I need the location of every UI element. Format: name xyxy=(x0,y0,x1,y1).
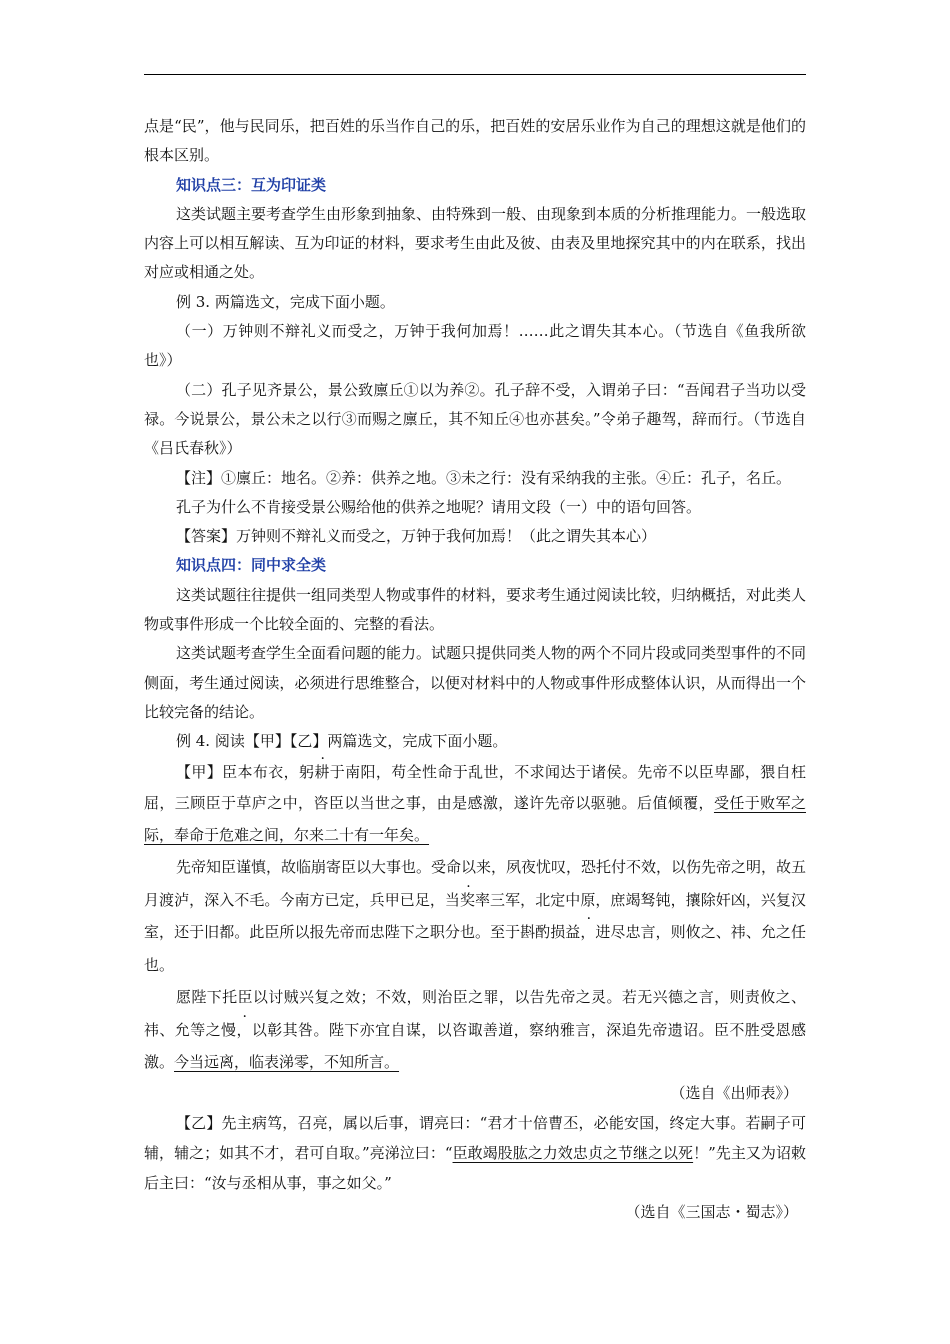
jia-p2-text-c: ，进尽忠言，则攸之、祎、允之任也。 xyxy=(144,923,806,974)
example-3-title: 例 3. 两篇选文，完成下面小题。 xyxy=(176,292,395,311)
emphasis-char: 慢 xyxy=(221,1020,237,1039)
example-3-note: 【注】①廪丘：地名。②养：供养之地。③未之行：没有采纳我的主张。④丘：孔子，名丘。 xyxy=(176,468,792,487)
jia-p1-text-a: 【甲】臣本布衣， xyxy=(176,762,299,781)
example-3-text-1: （一）万钟则不辩礼义而受之，万钟于我何加焉！……此之谓失其本心。（节选自《鱼我所欲也》） xyxy=(144,322,806,370)
jia-paragraph-1 xyxy=(144,757,806,852)
header-rule xyxy=(144,74,806,75)
emphasis-char: 躬 xyxy=(299,762,315,781)
kp3-description: 这类试题主要考查学生由形象到抽象、由特殊到一般、由现象到本质的分析推理能力。一般选取内容上可以相互解读、互为印证的材料，要求考生由此及彼、由表及里地探究其中的内在联系，找出对应或相通之处。 xyxy=(144,204,807,282)
emphasis-char: 当 xyxy=(444,890,460,909)
document-body xyxy=(144,112,806,1227)
example-3-question: 孔子为什么不肯接受景公赐给他的供养之地呢？请用文段（一）中的语句回答。 xyxy=(176,497,702,516)
jia-p2-text-a: 先帝知臣谨慎，故临崩寄臣以大事也。受命以来，夙夜忧叹，恐托付不效，以伤先帝之明，故五月渡泸，深入不毛。今南方已定，兵甲已足， xyxy=(144,858,807,909)
underlined-sentence: 今当远离，临表涕零，不知所言。 xyxy=(174,1053,400,1072)
jia-paragraph-3 xyxy=(144,981,806,1079)
kp4-description-1: 这类试题往往提供一组同类型人物或事件的材料，要求考生通过阅读比较，归纳概括，对此类人物或事件形成一个比较全面的、完整的看法。 xyxy=(144,585,807,634)
example-4-title: 例 4. 阅读【甲】【乙】两篇选文，完成下面小题。 xyxy=(176,732,508,751)
jia-p3-text-b: ，以彰其咎。陛下亦宜自谋，以咨诹善道，察纳雅言，深追先帝遗诏。臣不胜受恩感激。 xyxy=(144,1020,806,1072)
emphasis-char: 益 xyxy=(565,923,581,942)
jia-paragraph-2 xyxy=(144,851,806,981)
jia-source: （选自《出师表》） xyxy=(670,1083,798,1102)
example-3-text-2: （二）孔子见齐景公，景公致廪丘①以为养②。孔子辞不受，入谓弟子曰：“吾闻君子当功以受禄。今说景公，景公未之以行③而赐之廪丘，其不知丘④也亦甚矣。”令弟子趣驾，辞而行。（节选自《吕氏春秋》） xyxy=(144,380,806,458)
underlined-sentence: 臣敢竭股肱之力效忠贞之节继之以死 xyxy=(452,1143,694,1162)
underlined-sentence: 受任于败军之际，奉命于危难之间，尔来二十有一年矣。 xyxy=(144,794,806,844)
yi-paragraph xyxy=(144,1108,806,1198)
jia-p2-text-b: 奖率三军，北定中原，庶竭驽钝，攘除奸凶，兴复汉室，还于旧都。此臣所以报先帝而忠陛下之职分也。至于斟酌损 xyxy=(144,890,806,942)
example-3-answer: 【答案】万钟则不辩礼义而受之，万钟于我何加焉！（此之谓失其本心） xyxy=(176,527,657,546)
kp4-description-2: 这类试题考查学生全面看问题的能力。试题只提供同类人物的两个不同片段或同类型事件的不同侧面，考生通过阅读，必须进行思维整合，以便对材料中的人物或事件形成整体认识，从而得出一个比较完备的结论。 xyxy=(144,644,807,721)
jia-p1-text-b: 耕于南阳，苟全性命于乱世，不求闻达于诸侯。先帝不以臣卑鄙，猥自枉屈，三顾臣于草庐之中，咨臣以当世之事，由是感激，遂许先帝以驱驰。后值倾覆， xyxy=(144,762,806,813)
yi-source: （选自《三国志・蜀志》） xyxy=(625,1202,798,1221)
jia-p3-text-a: 愿陛下托臣以讨贼兴复之效；不效，则治臣之罪，以告先帝之灵。若无兴德之言，则责攸之、祎、允等之 xyxy=(144,988,806,1039)
yi-text-a: 【乙】先主病笃，召亮，属以后事，谓亮曰：“君才十倍曹丕，必能安国，终定大事。若嗣子可辅，辅之；如其不才，君可自取。”亮涕泣曰：“ xyxy=(144,1113,806,1162)
intro-paragraph: 点是“民”，他与民同乐，把百姓的乐当作自己的乐，把百姓的安居乐业作为自己的理想这就是他们的根本区别。 xyxy=(144,117,806,165)
kp4-heading: 知识点四：同中求全类 xyxy=(176,556,327,575)
yi-text-b: ！”先主又为诏敕后主曰：“汝与丞相从事，事之如父。” xyxy=(144,1143,806,1192)
kp3-heading: 知识点三：互为印证类 xyxy=(176,175,327,194)
